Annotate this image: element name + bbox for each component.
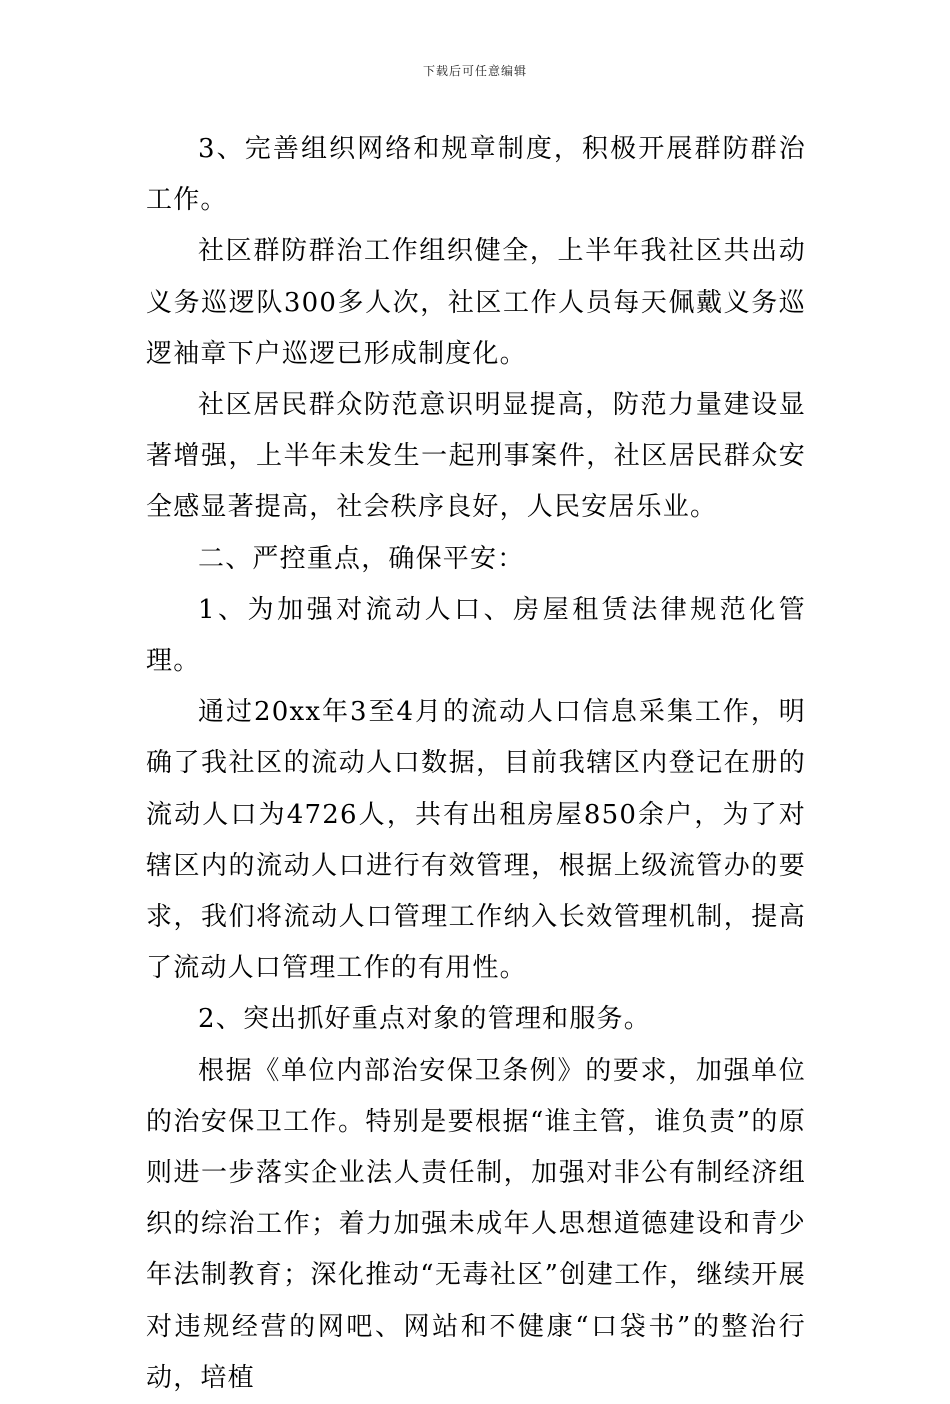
document-body: [146, 124, 806, 1404]
paragraph-3: 社区居民群众防范意识明显提高，防范力量建设显著增强，上半年未发生一起刑事案件，社区居民群众安全感显著提高，社会秩序良好，人民安居乐业。: [146, 390, 806, 523]
paragraph-2: 社区群防群治工作组织健全，上半年我社区共出动义务巡逻队300多人次，社区工作人员每天佩戴义务巡逻袖章下户巡逻已形成制度化。: [146, 236, 806, 369]
section-heading: 二、严控重点，确保平安：: [198, 543, 525, 574]
paragraph-5: 1、为加强对流动人口、房屋租赁法律规范化管理。: [146, 594, 806, 677]
page-header: 下载后可任意编辑: [422, 64, 527, 78]
paragraph-1: 3、完善组织网络和规章制度，积极开展群防群治工作。: [146, 134, 806, 216]
paragraph-6: 通过20xx年3至4月的流动人口信息采集工作，明确了我社区的流动人口数据，目前我辖区内登记在册的流动人口为4726人，共有出租房屋850余户，为了对辖区内的流动人口进行有效管理，根据上级流管办的要求，我们将流动人口管理工作纳入长效管理机制，提高了流动人口管理工作的有用性。: [146, 697, 806, 984]
paragraph-8: 根据《单位内部治安保卫条例》的要求，加强单位的治安保卫工作。特别是要根据“谁主管，谁负责”的原则进一步落实企业法人责任制，加强对非公有制经济组织的综治工作；着力加强未成年人思想道德建设和青少年法制教育；深化推动“无毒社区”创建工作，继续开展对违规经营的网吧、网站和不健康“口袋书”的整治行动，培植: [146, 1055, 806, 1393]
paragraph-7: 2、突出抓好重点对象的管理和服务。: [198, 1004, 651, 1035]
